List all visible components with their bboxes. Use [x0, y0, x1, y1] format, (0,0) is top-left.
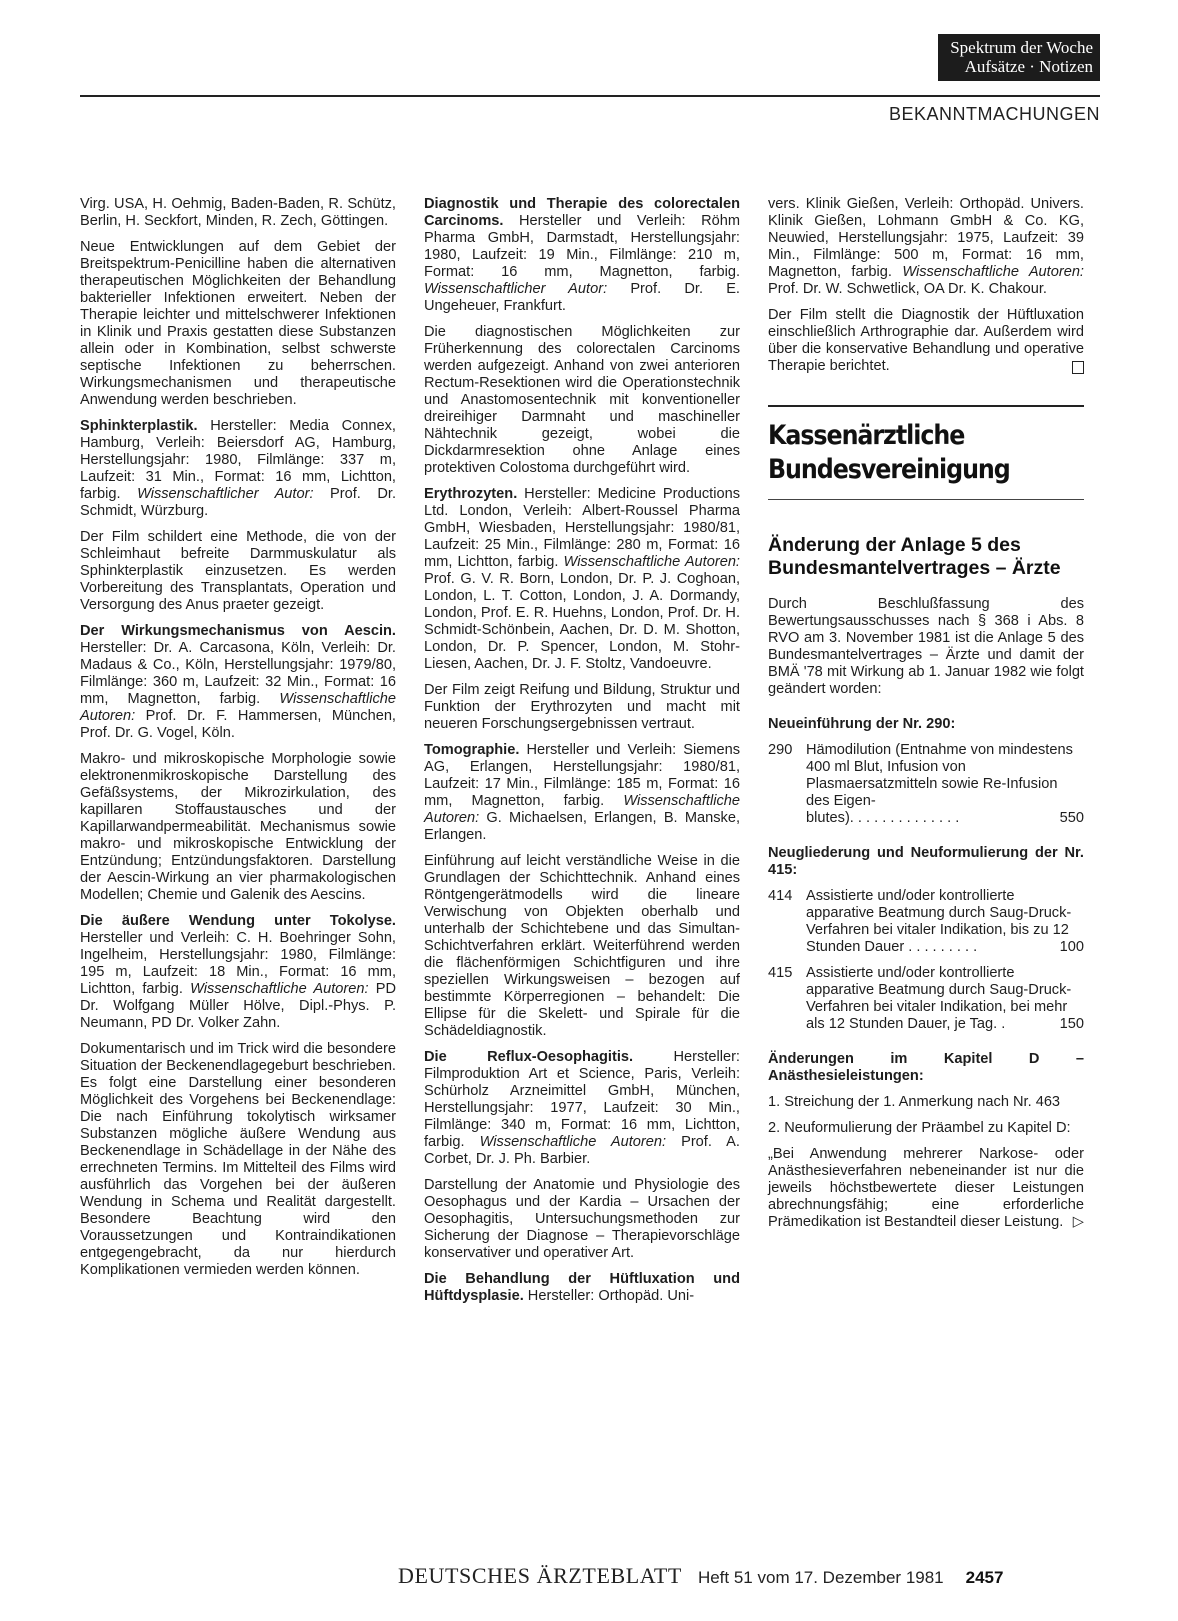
- film-title: Der Wirkungsmechanismus von Aescin.: [80, 623, 396, 639]
- fee-number: 414: [768, 888, 793, 904]
- author-label: Wissenschaftliche Autoren:: [479, 1134, 667, 1150]
- column-2: [424, 196, 740, 1314]
- film-title: Die äußere Wendung unter Tokolyse.: [80, 913, 396, 929]
- paragraph: 2. Neuformulierung der Präambel zu Kapitel D:: [768, 1120, 1071, 1136]
- film-entry: Tomographie. Hersteller und Verleih: Siemens AG, Erlangen, Herstellungsjahr: 1980/81, Laufzeit: 17 Min., Filmlänge: 185 m, Format: 16 mm, Magnetton, farbig. Wissenschaftliche Autoren: G. Michaelsen, Erlangen, B. Manske, Erlangen.: [424, 742, 740, 843]
- fee-description: Hämodilution (Entnahme von mindestens 400 ml Blut, Infusion von Plasmaersatzmitteln sowie Re-Infusion des Eigen-: [806, 742, 1073, 809]
- page-number: 2457: [965, 1568, 1004, 1587]
- sub-heading: Änderungen im Kapitel D – Anästhesieleistungen:: [768, 1051, 1084, 1084]
- page-footer: [398, 1563, 1003, 1589]
- film-entry: Die äußere Wendung unter Tokolyse. Hersteller und Verleih: C. H. Boehringer Sohn, Ingelheim, Herstellungsjahr: 1980, Filmlänge: 195 m, Laufzeit: 18 Min., Format: 16 mm, Lichtton, farbig. Wissenschaftliche Autoren: PD Dr. Wolfgang Müller Hölve, Dipl.-Phys. P. Neumann, PD Dr. Volker Zahn.: [80, 913, 396, 1031]
- author-label: Wissenschaftlicher Autor:: [137, 486, 314, 502]
- film-entry: Diagnostik und Therapie des colorectalen Carcinoms. Hersteller und Verleih: Röhm Pharma GmbH, Darmstadt, Herstellungsjahr: 1980, Laufzeit: 19 Min., Filmlänge: 210 m, Format: 16 mm, Magnetton, farbig. Wissenschaftlicher Autor: Prof. Dr. E. Ungeheuer, Frankfurt.: [424, 196, 740, 314]
- author-label: Wissenschaftliche Autoren:: [424, 793, 740, 826]
- section-rule: [768, 405, 1084, 407]
- article-title: Änderung der Anlage 5 des Bundesmantelvertrages – Ärzte: [768, 534, 1061, 579]
- fee-item-290: 290 Hämodilution (Entnahme von mindestens 400 ml Blut, Infusion von Plasmaersatzmitteln sowie Re-Infusion des Eigen- blutes). . . . . . . . . . . . . . 550: [768, 742, 1084, 826]
- header-rule: [80, 95, 1100, 97]
- paragraph: Der Film zeigt Reifung und Bildung, Struktur und Funktion der Erythrozyten und macht mit neueren Forschungsergebnissen vertraut.: [424, 682, 740, 732]
- column-1: [80, 196, 396, 1288]
- paragraph: Der Film stellt die Diagnostik der Hüftluxation einschließlich Arthrographie dar. Außerdem wird über die konservative Behandlung und operative Therapie berichtet.: [768, 307, 1084, 374]
- film-title: Tomographie.: [424, 742, 520, 758]
- sub-heading: Neueinführung der Nr. 290:: [768, 716, 956, 732]
- fee-points: 150: [1059, 1016, 1084, 1032]
- fee-description: Assistierte und/oder kontrollierte apparative Beatmung durch Saug-Druck-Verfahren bei vitaler Indikation, bei mehr: [806, 965, 1072, 1015]
- author-label: Wissenschaftliche Autoren:: [190, 981, 369, 997]
- title-rule: [768, 499, 1084, 500]
- paragraph: Einführung auf leicht verständliche Weise in die Grundlagen der Schichttechnik. Anhand eines Röntgengerätmodells wird die lineare Verwischung von Objekten oberhalb und unterhalb der Schichtebene und das Simultan-Schichtverfahren erklärt. Weiterführend werden die flächenförmigen Schichtfiguren und ihre speziellen Wirkungsweisen – bezogen auf bestimmte Körperregionen – behandelt: Die Ellipse für die Skelett- und Spirale für die Schädeldiagnostik.: [424, 853, 740, 1039]
- section-label: BEKANNTMACHUNGEN: [888, 104, 1100, 124]
- film-title: Sphinkterplastik.: [80, 418, 198, 434]
- paragraph: Dokumentarisch und im Trick wird die besondere Situation der Beckenendlagegeburt beschrieben. Es folgt eine Darstellung einer besonderen Möglichkeit des Vorgehens bei Beckenendlage: Die nach Einführung tokolytisch wirksamer Substanzen mögliche äußere Wendung aus Beckenendlage in Schädellage in der Nähe des errechneten Termins. Im Mittelteil des Films wird ausführlich das Vorgehen bei der äußeren Wendung in Schema und Realität dargestellt. Besondere Beachtung wird den Voraussetzungen und Kontraindikationen entgegengebracht, da nur hierdurch Komplikationen vermieden werden können.: [80, 1041, 396, 1278]
- fee-points: 100: [1059, 939, 1084, 955]
- paragraph: Darstellung der Anatomie und Physiologie des Oesophagus und der Kardia – Ursachen der Oesophagitis, Untersuchungsmethoden zur Sicherung der Diagnose – Therapievorschläge konservativer und operativer Art.: [424, 1177, 740, 1261]
- fee-number: 290: [768, 742, 793, 758]
- film-title: Die Reflux-Oesophagitis.: [424, 1049, 634, 1065]
- fee-item-415: 415 Assistierte und/oder kontrollierte apparative Beatmung durch Saug-Druck-Verfahren bei vitaler Indikation, bei mehr als 12 Stunden Dauer, je Tag. . 150: [768, 965, 1084, 1032]
- section-badge-line2: Aufsätze · Notizen: [964, 57, 1093, 76]
- organization-title: Kassenärztliche Bundesvereinigung: [768, 420, 1010, 485]
- author-label: Wissenschaftliche Autoren:: [80, 691, 396, 724]
- fee-points: 550: [1059, 810, 1084, 826]
- paragraph: „Bei Anwendung mehrerer Narkose- oder Anästhesieverfahren nebeneinander ist nur die jeweils höchstbewertete dieser Leistungen abrechnungsfähig; eine erforderliche Prämedikation ist Bestandteil dieser Leistung. ▷: [768, 1146, 1084, 1230]
- film-entry-continued: vers. Klinik Gießen, Verleih: Orthopäd. Univers. Klinik Gießen, Lohmann GmbH & Co. KG, Neuwied, Herstellungsjahr: 1975, Laufzeit: 39 Min., Filmlänge: 500 m, Format: 16 mm, Magnetton, farbig. Wissenschaftliche Autoren: Prof. Dr. W. Schwetlick, OA Dr. K. Chakour.: [768, 196, 1084, 297]
- film-entry: Sphinkterplastik. Hersteller: Media Connex, Hamburg, Verleih: Beiersdorf AG, Hamburg, Herstellungsjahr: 1980, Filmlänge: 337 m, Laufzeit: 31 Min., Format: 16 mm, Lichtton, farbig. Wissenschaftlicher Autor: Prof. Dr. Schmidt, Würzburg.: [80, 418, 396, 519]
- fee-description: Assistierte und/oder kontrollierte apparative Beatmung durch Saug-Druck-Verfahren bei vitaler Indikation, bis zu 12: [806, 888, 1072, 938]
- issue-info: Heft 51 vom 17. Dezember 1981: [697, 1568, 944, 1587]
- author-label: Wissenschaftliche Autoren:: [902, 264, 1084, 280]
- fee-number: 415: [768, 965, 793, 981]
- end-of-article-icon: [1072, 361, 1084, 374]
- film-title: Diagnostik und Therapie des colorectalen Carcinoms.: [424, 196, 740, 229]
- sub-heading: Neugliederung und Neuformulierung der Nr. 415:: [768, 845, 1084, 878]
- column-3: [768, 196, 1084, 1240]
- paragraph: Makro- und mikroskopische Morphologie sowie elektronenmikroskopische Darstellung des Gefäßsystems, der Mikrozirkulation, des kapillaren Stoffaustausches und der Kapillarwandpermeabilität. Mechanismus sowie makro- und mikroskopische Entwicklung der Entzündung; Entzündungsfaktoren. Darstellung der Aescin-Wirkung an vier pharmakologischen Modellen; Chemie und Galenik des Aescins.: [80, 751, 396, 903]
- section-badge-line1: Spektrum der Woche: [950, 38, 1093, 57]
- paragraph: Die diagnostischen Möglichkeiten zur Früherkennung des colorectalen Carcinoms werden aufgezeigt. Anhand von zwei anterioren Rectum-Resektionen wird die Operationstechnik und Anastomosentechnik mit konventioneller dreireihiger Darmnaht und maschineller Nähtechnik gezeigt, wobei die Dickdarmresektion ohne Anlage eines protektiven Colostoma durchgeführt wird.: [424, 324, 740, 476]
- continue-arrow-icon: ▷: [1072, 1214, 1084, 1230]
- film-entry: Der Wirkungsmechanismus von Aescin. Hersteller: Dr. A. Carcasona, Köln, Verleih: Dr. Madaus & Co., Köln, Herstellungsjahr: 1979/80, Filmlänge: 360 m, Laufzeit: 32 Min., Format: 16 mm, Magnetton, farbig. Wissenschaftliche Autoren: Prof. Dr. F. Hammersen, München, Prof. Dr. G. Vogel, Köln.: [80, 623, 396, 741]
- film-title: Die Behandlung der Hüftluxation und Hüftdysplasie.: [424, 1271, 740, 1304]
- author-label: Wissenschaftliche Autoren:: [563, 554, 740, 570]
- paragraph: Der Film schildert eine Methode, die von der Schleimhaut befreite Darmmuskulatur als Sphinkterplastik einzusetzen. Es werden Vorbereitung des Transplantats, Operation und Versorgung des Anus praeter gezeigt.: [80, 529, 396, 613]
- film-entry: Die Reflux-Oesophagitis. Hersteller: Filmproduktion Art et Science, Paris, Verleih: Schürholz Arzneimittel GmbH, München, Herstellungsjahr: 1977, Laufzeit: 30 Min., Filmlänge: 340 m, Format: 16 mm, Lichtton, farbig. Wissenschaftliche Autoren: Prof. A. Corbet, Dr. J. Ph. Barbier.: [424, 1049, 740, 1167]
- paragraph: Virg. USA, H. Oehmig, Baden-Baden, R. Schütz, Berlin, H. Seckfort, Minden, R. Zech, Göttingen.: [80, 196, 396, 229]
- film-entry: Erythrozyten. Hersteller: Medicine Productions Ltd. London, Verleih: Albert-Roussel Pharma GmbH, Wiesbaden, Herstellungsjahr: 1980/81, Laufzeit: 25 Min., Filmlänge: 280 m, Format: 16 mm, Lichtton, farbig. Wissenschaftliche Autoren: Prof. G. V. R. Born, London, Dr. P. J. Coghoan, London, L. T. Cotton, London, J. A. Dormandy, London, Prof. E. R. Huehns, London, Prof. Dr. H. Schmidt-Schönbein, Aachen, Dr. D. M. Shotton, London, Dr. P. Spencer, London, M. Stohr-Liesen, Aachen, Dr. J. F. Stoltz, Vandoeuvre.: [424, 486, 740, 672]
- journal-name: DEUTSCHES ÄRZTEBLATT: [398, 1563, 682, 1588]
- paragraph: 1. Streichung der 1. Anmerkung nach Nr. 463: [768, 1094, 1061, 1110]
- paragraph: Durch Beschlußfassung des Bewertungsausschusses nach § 368 i Abs. 8 RVO am 3. November 1981 ist die Anlage 5 des Bundesmantelvertrages – Ärzte und damit der BMÄ '78 mit Wirkung ab 1. Januar 1982 wie folgt geändert worden:: [768, 596, 1084, 697]
- film-title: Erythrozyten.: [424, 486, 518, 502]
- section-badge: [938, 34, 1100, 81]
- film-entry: Die Behandlung der Hüftluxation und Hüftdysplasie. Hersteller: Orthopäd. Uni-: [424, 1271, 740, 1304]
- author-label: Wissenschaftlicher Autor:: [424, 281, 608, 297]
- fee-item-414: 414 Assistierte und/oder kontrollierte apparative Beatmung durch Saug-Druck-Verfahren bei vitaler Indikation, bis zu 12 Stunden Dauer . . . . . . . . . 100: [768, 888, 1084, 955]
- paragraph: Neue Entwicklungen auf dem Gebiet der Breitspektrum-Penicilline haben die alternativen therapeutischen Möglichkeiten der Behandlung bakterieller Infektionen erweitert. Neben der Therapie leichter und mittelschwerer Infektionen in Klinik und Praxis gestatten diese Substanzen allein oder in Kombination, selbst schwerste septische Infektionen zu beherrschen. Wirkungsmechanismen und therapeutische Anwendung werden beschrieben.: [80, 239, 396, 408]
